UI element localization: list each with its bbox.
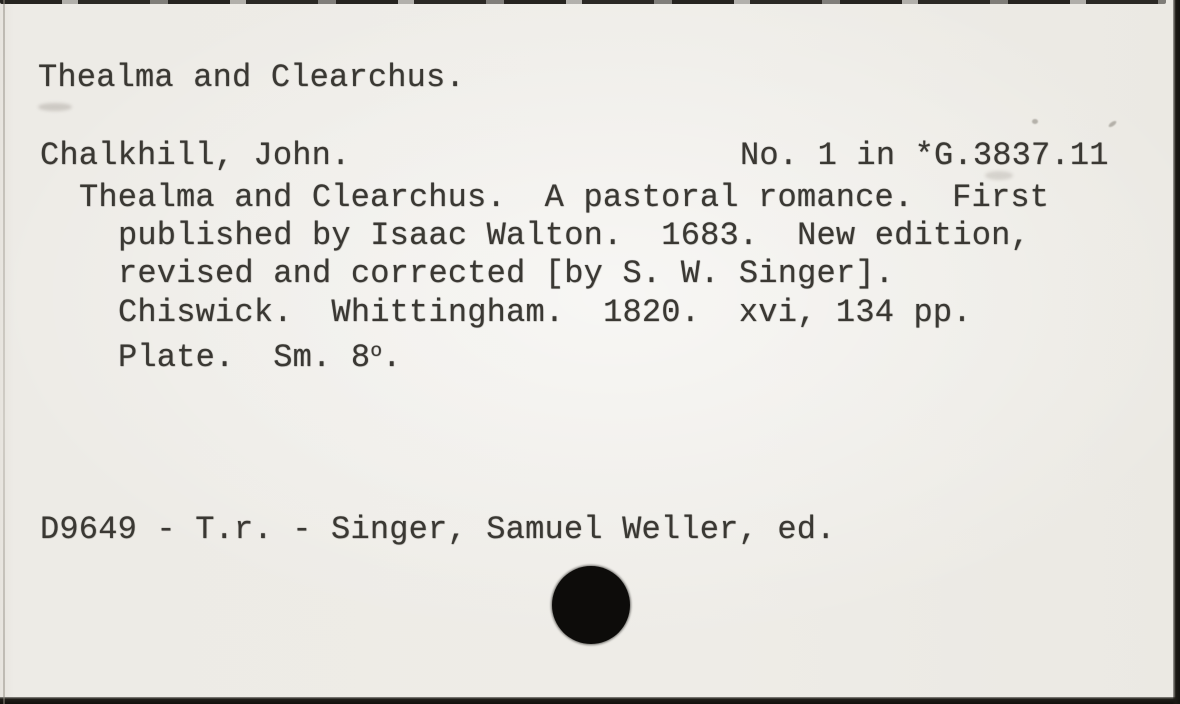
superscript-o: o <box>370 339 383 362</box>
footer-tracing-line: D9649 - T.r. - Singer, Samuel Weller, ed. <box>40 511 836 548</box>
format-line-period: . <box>382 339 402 376</box>
call-number: No. 1 in *G.3837.11 <box>740 137 1109 174</box>
scan-edge-left <box>3 0 5 704</box>
format-line <box>118 332 402 377</box>
hole-punch <box>552 566 630 644</box>
ink-smudge <box>38 103 72 111</box>
body-line-1: Thealma and Clearchus. A pastoral romance. First <box>79 179 1050 216</box>
scan-edge-right <box>1173 0 1180 704</box>
body-line-4: Chiswick. Whittingham. 1820. xvi, 134 pp. <box>118 294 972 331</box>
scan-edge-bottom <box>0 697 1180 704</box>
body-line-2: published by Isaac Walton. 1683. New edition, <box>118 217 1030 254</box>
format-line-text: Plate. Sm. 8 <box>118 339 371 376</box>
body-line-3: revised and corrected [by S. W. Singer]. <box>118 255 895 292</box>
ink-speck <box>1032 119 1038 124</box>
ink-speck <box>1108 120 1118 128</box>
scan-edge-top <box>0 0 1166 4</box>
author-heading: Chalkhill, John. <box>40 137 351 174</box>
ink-smudge <box>985 171 1013 180</box>
card-title: Thealma and Clearchus. <box>38 59 465 96</box>
